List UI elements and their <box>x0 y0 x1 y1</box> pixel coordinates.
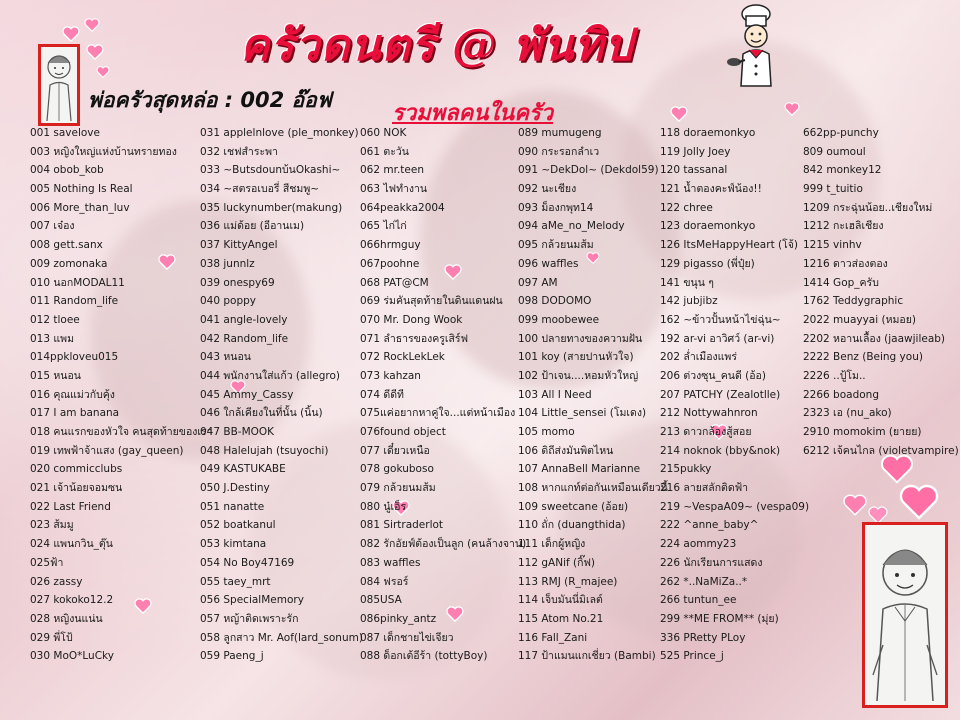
member-entry: 100 ปลายทางของความฝัน <box>518 332 643 345</box>
member-entry: 036 แม่ด้อย (อีอานเม) <box>200 220 305 233</box>
member-entry: 072 RockLekLek <box>360 351 445 364</box>
member-entry: 1414 Gop_ครับ <box>803 276 879 289</box>
member-entry: 067poohne <box>360 257 420 270</box>
member-entry: 080 นู๋เอ็ร <box>360 500 407 513</box>
member-entry: 099 moobewee <box>518 313 600 326</box>
member-entry: 022 Last Friend <box>30 500 111 513</box>
member-entry: 119 Jolly Joey <box>660 145 731 158</box>
heart-icon <box>96 66 110 78</box>
member-entry: 017 I am banana <box>30 407 120 420</box>
member-entry: 095 กล้วยนมส้ม <box>518 239 594 252</box>
member-entry: 052 boatkanul <box>200 519 276 532</box>
member-entry: 009 zomonaka <box>30 257 108 270</box>
member-entry: 032 เชฟสำระพา <box>200 145 278 158</box>
member-entry: 214 noknok (bby&nok) <box>660 444 781 457</box>
heart-icon <box>62 26 80 42</box>
section-title: รวมพลคนในครัว <box>392 101 554 126</box>
member-entry: 216 ลายสลักติดฟ้า <box>660 482 749 495</box>
member-entry: 078 gokuboso <box>360 463 434 476</box>
member-entry: 112 gANif (กิ๊ฟ) <box>518 556 596 569</box>
member-entry: 051 nanatte <box>200 500 265 513</box>
member-entry: 207 PATCHY (Zealotlle) <box>660 388 781 401</box>
member-entry: 028 หญิงนแน่น <box>30 612 103 625</box>
member-entry: 266 tuntun_ee <box>660 594 737 607</box>
member-entry: 005 Nothing Is Real <box>30 183 133 196</box>
member-entry: 062 mr.teen <box>360 164 424 177</box>
member-entry: 081 Sirtraderlot <box>360 519 444 532</box>
member-column <box>803 124 961 460</box>
member-entry: 031 applelnlove (ple_monkey) <box>200 127 359 139</box>
member-entry: 054 No Boy47169 <box>200 556 295 569</box>
member-entry: 116 Fall_Zani <box>518 631 588 644</box>
member-entry: 215pukky <box>660 463 712 476</box>
member-entry: 091 ~DekDol~ (Dekdol59) <box>518 164 659 177</box>
member-entry: 206 ต่วงซุน_คนดี (อ้อ) <box>660 369 766 382</box>
subtitle: พ่อครัวสุดหล่อ : 002 อ๊อฟ <box>88 88 332 112</box>
member-entry: 117 ป้าแมนแกเชี่ยว (Bambi) <box>518 650 656 663</box>
member-entry: 071 ลำธารของครูเสิร์ฟ <box>360 332 468 345</box>
member-entry: 142 jubjibz <box>660 295 718 308</box>
member-entry: 061 ตะวัน <box>360 145 409 158</box>
member-entry: 2022 muayyai (หมอย) <box>803 313 916 326</box>
member-entry: 094 aMe_no_Melody <box>518 220 625 233</box>
member-entry: 098 DODOMO <box>518 295 592 308</box>
member-entry: 096 waffles <box>518 257 579 270</box>
member-entry: 084 ฟรอร์ <box>360 575 409 588</box>
member-entry: 2323 เอ (nu_ako) <box>803 407 892 420</box>
member-entry: 044 พนักงานใส่แก้ว (allegro) <box>200 369 341 382</box>
member-entry: 1209 กระฉุ่นน้อย..เชียงใหม่ <box>803 201 933 214</box>
member-entry: 056 SpecialMemory <box>200 594 304 607</box>
member-entry: 042 Random_life <box>200 332 289 345</box>
member-entry: 162 ~ข้าวปั้นหน้าไข่ฉุ่น~ <box>660 313 781 326</box>
member-entry: 077 เดี๋ยวเหนือ <box>360 444 430 457</box>
member-column <box>200 124 363 666</box>
member-entry: 045 Ammy_Cassy <box>200 388 294 401</box>
member-entry: 299 **ME FROM** (มุ่ย) <box>660 612 779 625</box>
member-entry: 038 junnlz <box>200 257 255 270</box>
member-entry: 074 ดีดีที <box>360 388 404 401</box>
member-entry: 2222 Benz (Being you) <box>803 351 923 364</box>
heart-icon <box>842 494 868 516</box>
member-entry: 219 ~VespaA09~ (vespa09) <box>660 500 810 513</box>
member-entry: 103 All I Need <box>518 388 592 401</box>
member-entry: 046 ใกล้เคียงในที่นั้น (นิ้น) <box>200 407 323 420</box>
member-entry: 2910 momokim (ยายย) <box>803 426 922 438</box>
member-entry: 050 J.Destiny <box>200 482 270 495</box>
member-entry: 093 ม็องกพุท14 <box>518 201 594 214</box>
member-entry: 086pinky_antz <box>360 612 437 625</box>
member-entry: 087 เด็กชายไข่เจียว <box>360 631 454 644</box>
member-entry: 024 แพนกวิน_ตุ๊น <box>30 538 113 551</box>
member-entry: 057 หญ้าติดเพราะรัก <box>200 612 299 625</box>
member-entry: 224 aommy23 <box>660 538 737 551</box>
member-entry: 082 รักอัยฟ์ต้องเป็นลูก (คนล้างจาน) <box>360 538 527 551</box>
member-entry: 842 monkey12 <box>803 164 882 177</box>
member-entry: 809 oumoul <box>803 145 866 158</box>
member-entry: 212 Nottywahnron <box>660 407 758 420</box>
member-entry: 202 ล่ำเมืองแพร่ <box>660 351 737 364</box>
member-entry: 059 Paeng_j <box>200 650 264 663</box>
member-entry: 043 หนอน <box>200 351 251 364</box>
member-entry: 019 เทพฟ้าจ้าแสง (gay_queen) <box>30 444 184 457</box>
member-entry: 123 doraemonkyo <box>660 220 756 233</box>
member-entry: 105 momo <box>518 426 575 438</box>
member-entry: 037 KittyAngel <box>200 239 278 252</box>
member-entry: 048 Halelujah (tsuyochi) <box>200 444 329 457</box>
member-entry: 006 More_than_luv <box>30 201 130 214</box>
member-entry: 069 ร่มคันสุดท้ายในดินแดนฝน <box>360 295 503 308</box>
member-entry: 066hrmguy <box>360 239 421 252</box>
member-entry: 065 ไก่ไก่ <box>360 220 407 233</box>
member-entry: 049 KASTUKABE <box>200 463 286 476</box>
member-column <box>360 124 527 666</box>
member-entry: 026 zassy <box>30 575 83 588</box>
heart-icon <box>670 106 688 122</box>
member-column <box>518 124 676 666</box>
member-entry: 008 gett.sanx <box>30 239 103 252</box>
member-entry: 090 กระรอกลำเว <box>518 145 600 158</box>
member-entry: 047 BB-MOOK <box>200 426 275 438</box>
member-entry: 113 RMJ (R_majee) <box>518 575 618 588</box>
member-entry: 020 commicclubs <box>30 463 123 476</box>
heart-icon <box>86 44 104 60</box>
member-entry: 192 ar-vi อาวิศว์ (ar-vi) <box>660 332 775 345</box>
member-entry: 079 กล้วยนมส้ม <box>360 482 436 495</box>
member-entry: 1215 vinhv <box>803 239 862 252</box>
member-entry: 999 t_tuitio <box>803 183 863 196</box>
heart-icon <box>898 484 940 520</box>
member-entry: 122 chree <box>660 201 713 214</box>
member-entry: 073 kahzan <box>360 369 421 382</box>
member-entry: 021 เจ้าน้อยจอมซน <box>30 482 123 495</box>
member-entry: 035 luckynumber(makung) <box>200 201 343 214</box>
member-entry: 213 ดาวกล้องสู้สอย <box>660 426 752 438</box>
member-entry: 525 Prince_j <box>660 650 724 663</box>
member-entry: 222 ^anne_baby^ <box>660 519 759 532</box>
member-entry: 053 kimtana <box>200 538 267 551</box>
member-entry: 102 ป้าเจน....หอมหัวใหญ่ <box>518 369 639 382</box>
member-entry: 040 poppy <box>200 295 257 308</box>
member-entry: 068 PAT@CM <box>360 276 429 289</box>
heart-icon <box>84 18 100 32</box>
member-entry: 070 Mr. Dong Wook <box>360 313 463 326</box>
member-entry: 2266 boadong <box>803 388 879 401</box>
member-entry: 110 ถั่ก (duangthida) <box>518 519 626 532</box>
member-entry: 027 kokoko12.2 <box>30 594 114 607</box>
member-entry: 083 waffles <box>360 556 421 569</box>
member-entry: 115 Atom No.21 <box>518 612 604 625</box>
sketch-portrait <box>41 47 77 123</box>
member-entry: 013 แพม <box>30 332 74 345</box>
member-entry: 107 AnnaBell Marianne <box>518 463 641 476</box>
member-entry: 018 คนแรกของหัวใจ คนสุดท้ายของเรา <box>30 426 213 438</box>
member-entry: 012 tloee <box>30 313 80 326</box>
member-entry: 1762 Teddygraphic <box>803 295 904 308</box>
member-entry: 106 ดิถีส่งมันพิตไหน <box>518 444 614 457</box>
member-entry: 114 เจ็บมันนี่มิเลต์ <box>518 594 603 607</box>
portrait-frame <box>38 44 80 126</box>
member-entry: 092 นะเชียง <box>518 183 577 196</box>
member-entry: 1212 กะเฮลิเชียง <box>803 220 884 233</box>
member-entry: 085USA <box>360 594 402 607</box>
member-entry: 2226 ..ปู้โม.. <box>803 369 866 382</box>
member-entry: 121 น้ำตองคะฟ์น้อง!! <box>660 183 762 196</box>
heart-icon <box>784 102 800 116</box>
member-entry: 063 ไฟทำงาน <box>360 183 428 196</box>
member-entry: 109 sweetcane (อ้อย) <box>518 500 629 513</box>
member-entry: 034 ~สตรอเบอรี่ สีชมพู~ <box>200 183 320 196</box>
member-entry: 001 savelove <box>30 127 100 139</box>
member-entry: 075แค่อยากหาคู่ใจ...แต่หน้าเมือง <box>360 407 516 420</box>
member-entry: 104 Little_sensei (โมเดง) <box>518 407 647 420</box>
page-title: ครัวดนตรี @ พันทิป <box>240 20 634 71</box>
chef-icon <box>727 4 785 88</box>
member-entry: 007 เจ๋อง <box>30 220 75 233</box>
member-entry: 126 ItsMeHappyHeart (โจ้) <box>660 239 799 252</box>
member-entry: 016 คุณแม่วกับคุ้ง <box>30 388 115 401</box>
sketch-portrait <box>865 525 945 705</box>
member-entry: 120 tassanal <box>660 164 728 177</box>
member-entry: 003 หญิงใหญ่แห่งบ้านทรายทอง <box>30 145 177 158</box>
member-entry: 076found object <box>360 426 446 438</box>
member-entry: 6212 เจ้คนไกล (violetvampire) <box>803 444 959 457</box>
member-entry: 097 AM <box>518 276 558 289</box>
member-entry: 2202 หอานเลื้อง (jaawjileab) <box>803 332 946 345</box>
member-column <box>30 124 213 666</box>
member-entry: 088 ด็อกเต้อีร้า (tottyBoy) <box>360 650 488 663</box>
member-entry: 030 MoO*LuCky <box>30 650 114 663</box>
member-entry: 004 obob_kob <box>30 164 104 177</box>
member-entry: 025ฟ้า <box>30 556 64 569</box>
member-entry: 015 หนอน <box>30 369 81 382</box>
member-entry: 023 ส้มมู <box>30 519 74 532</box>
member-entry: 336 PRetty PLoy <box>660 631 746 644</box>
member-entry: 060 NOK <box>360 127 407 139</box>
portrait-frame <box>862 522 948 708</box>
member-entry: 058 ลูกสาว Mr. Aof(lard_sonum) <box>200 631 363 644</box>
member-entry: 101 koy (สายปานหัวใจ) <box>518 351 634 364</box>
member-column <box>660 124 818 666</box>
member-entry: 111 เด็กผู้หญิง <box>518 538 586 551</box>
member-entry: 014ppkloveu015 <box>30 351 119 364</box>
member-entry: 041 angle-lovely <box>200 313 288 326</box>
member-entry: 118 doraemonkyo <box>660 127 756 139</box>
member-entry: 141 ขนุน ๆ <box>660 276 714 289</box>
member-entry: 010 นอกMODAL11 <box>30 276 125 289</box>
member-entry: 033 ~Butsdounบ้นOkashi~ <box>200 164 341 177</box>
member-entry: 055 taey_mrt <box>200 575 271 588</box>
member-entry: 089 mumugeng <box>518 127 602 139</box>
member-entry: 262 *..NaMiZa..* <box>660 575 748 588</box>
member-entry: 029 พี่โป้ <box>30 631 73 644</box>
member-entry: 1216 ดาวส่องตอง <box>803 257 888 270</box>
member-entry: 011 Random_life <box>30 295 119 308</box>
member-entry: 226 นักเรียนการแสดง <box>660 556 763 569</box>
member-entry: 108 หากแกท์ต่อกันเหมือนเดียวนี้ <box>518 482 668 495</box>
member-entry: 662pp-punchy <box>803 127 879 139</box>
member-entry: 039 onespy69 <box>200 276 275 289</box>
member-entry: 129 pigasso (พี่ปุ๋ย) <box>660 257 755 270</box>
member-entry: 064peakka2004 <box>360 201 445 214</box>
